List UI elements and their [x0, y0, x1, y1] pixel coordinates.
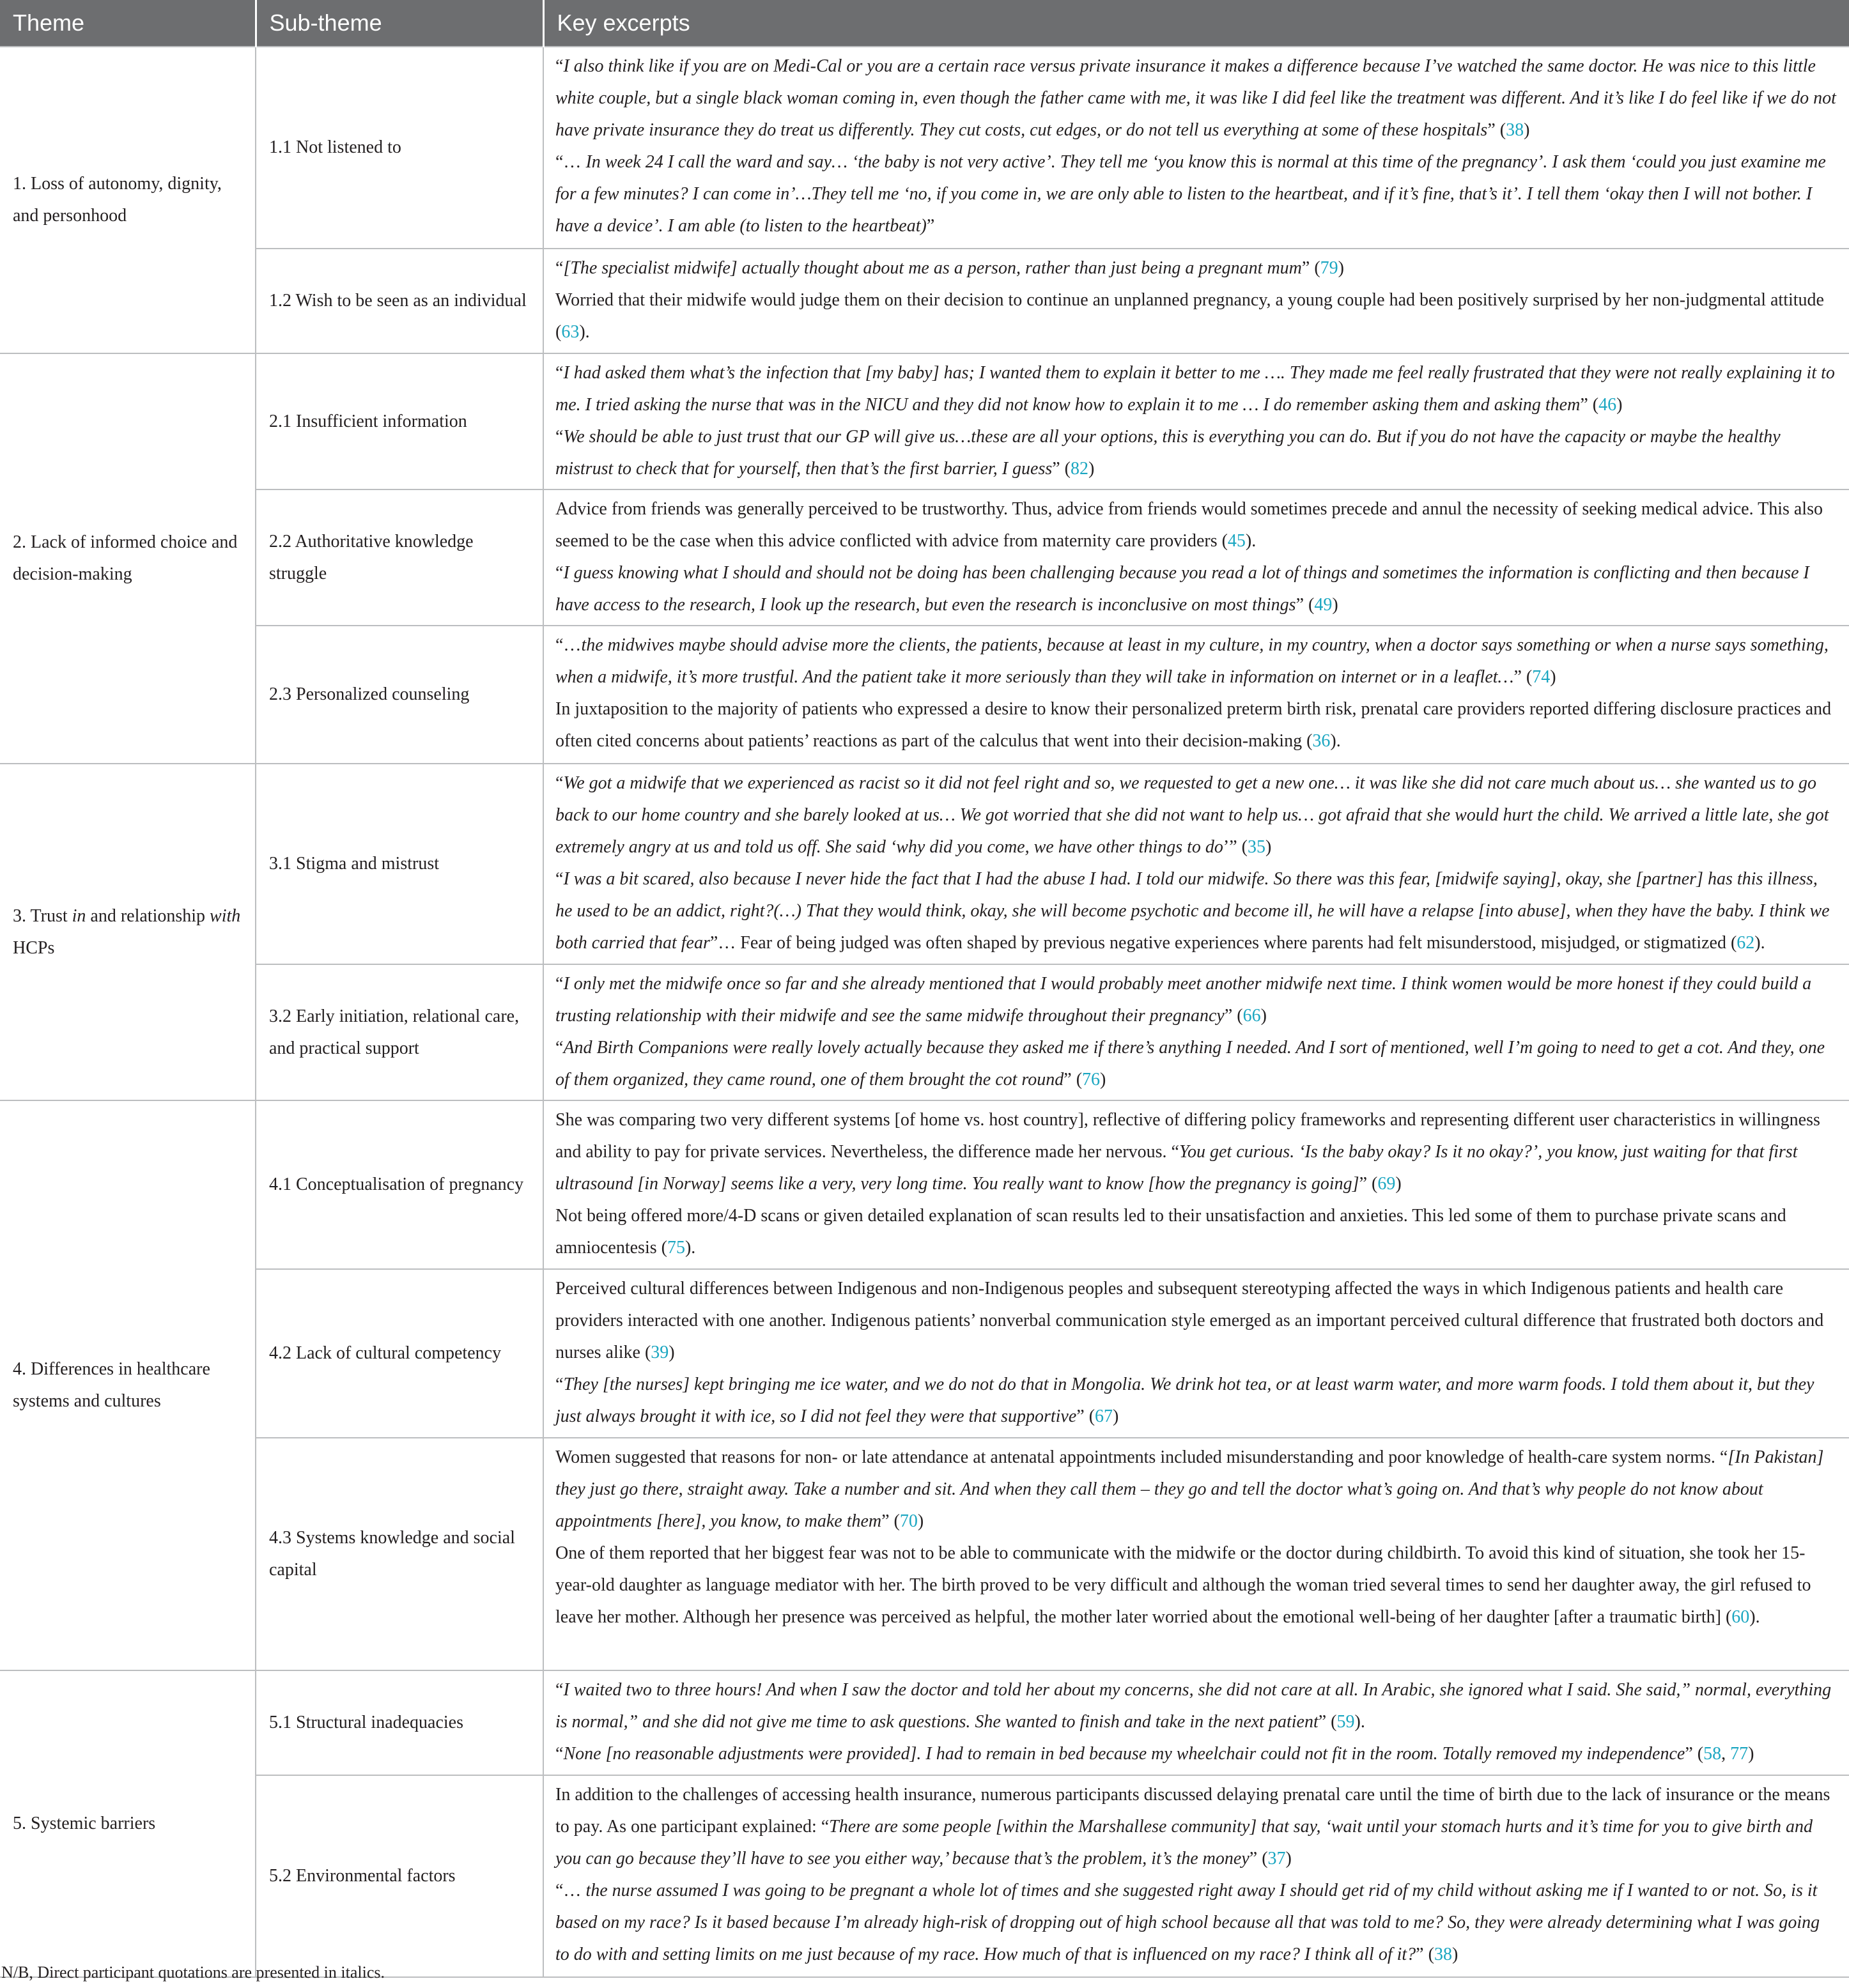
excerpt-text: ): [1100, 1070, 1106, 1090]
excerpt-text: ” (: [1076, 1406, 1095, 1426]
excerpt-paragraph: [555, 1674, 1836, 1738]
excerpt-paragraph: [555, 557, 1836, 621]
quotation-text: I was a bit scared, also because I never hide the fact that I had the abuse I had. I told our midwife. So there was this fear, [midwife saying], okay, she [partner] has this illness, he used to be an addict, right?(…) That they would think, okay, she will become psychotic and become ill, he will have a relapse [into abuse], when they have the baby. I think we both carried that fear: [555, 869, 1830, 953]
excerpt-text: “: [555, 773, 564, 793]
quotation-text: [The specialist midwife] actually thought about me as a person, rather than just being a pregnant mum: [563, 258, 1302, 278]
excerpt-text: Worried that their midwife would judge them on their decision to continue an unplanned pregnancy, a young couple had been positively surprised by her non-judgmental attitude (: [555, 290, 1824, 342]
excerpt-paragraph: [555, 1738, 1836, 1770]
excerpt-text: In juxtaposition to the majority of patients who expressed a desire to know their personalized preterm birth risk, prenatal care providers reported differing disclosure practices and often cited concerns about patients’ reactions as part of the calculus that went into their decision-making (: [555, 699, 1832, 751]
excerpt-text: ” (: [1685, 1744, 1704, 1764]
excerpt-text: “: [555, 258, 564, 278]
excerpt-text: ” (: [1052, 459, 1071, 479]
theme-cell: [0, 764, 256, 1100]
excerpt-text: ): [669, 1343, 675, 1362]
excerpt-text: ).: [1354, 1712, 1365, 1732]
quotation-text: in: [72, 905, 86, 926]
excerpt-text: ).: [1749, 1607, 1760, 1627]
excerpt-paragraph: [555, 1875, 1836, 1971]
subtheme-cell: 2.3 Personalized counseling: [256, 626, 543, 764]
excerpt-cell: [543, 626, 1849, 764]
quotation-text: I had asked them what’s the infection that [my baby] has; I wanted them to explain it better to me …. They made me feel really frustrated that they were not really explaining it to me. I tried asking the nurse that was in the NICU and they did not know how to explain it to me … I do remember asking them and asking them: [555, 363, 1835, 415]
header-theme: Theme: [0, 0, 256, 47]
table-row: [0, 47, 1849, 249]
excerpt-cell: [543, 1775, 1849, 1977]
excerpt-cell: [543, 47, 1849, 249]
excerpt-text: Women suggested that reasons for non- or late attendance at antenatal appointments included misunderstanding and poor knowledge of health-care system norms. “: [555, 1447, 1728, 1467]
excerpt-paragraph: [555, 1369, 1836, 1433]
header-key-excerpts: Key excerpts: [543, 0, 1849, 47]
excerpt-text: “…: [555, 152, 586, 172]
excerpt-paragraph: [555, 1537, 1836, 1633]
excerpt-text: She was comparing two very different systems [of home vs. host country], reflective of differing policy frameworks and representing different user characteristics in willingness and ability to pay for private services. Nevertheless, the difference made her nervous. “: [555, 1110, 1820, 1162]
citation-ref: 36: [1312, 731, 1331, 751]
citation-ref: 63: [561, 322, 580, 342]
quotation-text: There are some people [within the Marshallese community] that say, ‘wait until your stomach hurts and it’s time for you to give birth and you can go because they’ll have to see you either way,’ because that’s the problem, it’s the money: [555, 1817, 1813, 1869]
table-row: [0, 1775, 1849, 1977]
excerpt-text: ): [1113, 1406, 1119, 1426]
subtheme-cell: 2.1 Insufficient information: [256, 353, 543, 489]
citation-ref: 74: [1532, 667, 1551, 687]
citation-ref: 67: [1095, 1406, 1113, 1426]
citation-ref: 46: [1598, 395, 1617, 415]
table-row: [0, 1269, 1849, 1438]
table-row: [0, 1670, 1849, 1775]
citation-ref: 62: [1737, 933, 1755, 953]
citation-ref: 38: [1434, 1945, 1452, 1964]
subtheme-cell: 5.2 Environmental factors: [256, 1775, 543, 1977]
excerpt-cell: [543, 1269, 1849, 1438]
excerpt-text: ): [1395, 1174, 1402, 1194]
excerpt-text: ): [917, 1511, 924, 1531]
excerpt-paragraph: [555, 421, 1836, 485]
quotation-text: I waited two to three hours! And when I saw the doctor and told her about my concerns, she did not care at all. In Arabic, she ignored what I said. She said,” normal, everything is normal,” and she did not give me time to ask questions. She wanted to finish and take in the next patient: [555, 1680, 1832, 1732]
excerpt-text: ): [1748, 1744, 1754, 1764]
excerpt-cell: [543, 764, 1849, 964]
excerpt-paragraph: [555, 284, 1836, 348]
citation-ref: 69: [1377, 1174, 1396, 1194]
subtheme-cell: 4.2 Lack of cultural competency: [256, 1269, 543, 1438]
subtheme-cell: 3.2 Early initiation, relational care, and practical support: [256, 964, 543, 1100]
excerpt-paragraph: [555, 1200, 1836, 1264]
subtheme-cell: 4.3 Systems knowledge and social capital: [256, 1438, 543, 1670]
excerpt-text: ” (: [1359, 1174, 1378, 1194]
excerpt-paragraph: [555, 693, 1836, 757]
theme-cell: 5. Systemic barriers: [0, 1670, 256, 1977]
excerpt-text: ).: [685, 1238, 696, 1258]
quotation-text: You get curious. ‘Is the baby okay? Is it no okay?’, you know, just waiting for that first ultrasound [in Norway] seems like a very, very long time. You really want to know [how the pregnancy is going]: [555, 1142, 1798, 1194]
citation-ref: 66: [1242, 1006, 1261, 1026]
excerpt-text: ).: [579, 322, 590, 342]
excerpt-text: ): [1616, 395, 1623, 415]
excerpt-text: ” (: [1064, 1070, 1083, 1090]
excerpt-text: ’” (: [1223, 837, 1248, 857]
quotation-text: I only met the midwife once so far and she already mentioned that I would probably meet another midwife next time. I think women would be more honest if they could build a trusting relationship with their midwife and see the same midwife throughout their pregnancy: [555, 974, 1812, 1026]
excerpt-text: “: [555, 563, 564, 583]
excerpt-text: 3. Trust: [13, 905, 72, 926]
quotation-text: In week 24 I call the ward and say… ‘the baby is not very active’. They tell me ‘you know this is normal at this time of the pregnancy’. I ask them ‘could you just examine me for a few minutes? I can come in’…They tell me ‘no, if you come in, we are only able to listen to the heartbeat, and if it’s fine, that’s it’. I tell them ‘okay then I will not bother. I have a device’. I am able (to listen to the heartbeat): [555, 152, 1826, 236]
excerpt-text: ” (: [1301, 258, 1320, 278]
excerpt-text: “: [555, 1680, 564, 1700]
quotation-text: And Birth Companions were really lovely actually because they asked me if there’s anything I needed. And I sort of mentioned, well I’m going to need to get a cot. And they, one of them organized, they came round, one of them brought the cot round: [555, 1038, 1825, 1090]
excerpt-cell: [543, 964, 1849, 1100]
header-subtheme: Sub-theme: [256, 0, 543, 47]
excerpt-cell: [543, 249, 1849, 353]
excerpt-text: “…: [555, 1881, 586, 1900]
citation-ref: 59: [1336, 1712, 1355, 1732]
excerpt-text: “: [555, 1375, 564, 1394]
citation-ref: 70: [899, 1511, 918, 1531]
excerpt-text: ” (: [1249, 1849, 1268, 1869]
quotation-text: They [the nurses] kept bringing me ice water, and we do not do that in Mongolia. We drink hot tea, or at least warm water, and more warm foods. I told them about it, but they just always brought it with ice, so I did not feel they were that supportive: [555, 1375, 1814, 1426]
excerpt-text: ” (: [1513, 667, 1533, 687]
subtheme-cell: 3.1 Stigma and mistrust: [256, 764, 543, 964]
excerpt-paragraph: [555, 968, 1836, 1032]
citation-ref: 49: [1314, 595, 1333, 615]
excerpt-cell: [543, 353, 1849, 489]
excerpt-text: In addition to the challenges of accessing health insurance, numerous participants discussed delaying prenatal care until the time of birth due to the lack of insurance or the means to pay. As one participant explained: “: [555, 1785, 1830, 1837]
excerpt-text: ).: [1330, 731, 1341, 751]
excerpt-text: ): [1285, 1849, 1292, 1869]
citation-ref: 45: [1227, 531, 1246, 551]
excerpt-cell: [543, 1438, 1849, 1670]
excerpt-text: ).: [1245, 531, 1257, 551]
excerpt-paragraph: [555, 357, 1836, 421]
citation-ref: 82: [1071, 459, 1088, 479]
excerpt-text: Advice from friends was generally perceived to be trustworthy. Thus, advice from friends would sometimes precede and annul the necessity of seeking medical advice. This also seemed to be the case when this advice conflicted with advice from maternity care providers (: [555, 499, 1823, 551]
excerpt-text: ): [1332, 595, 1338, 615]
quotation-text: [In Pakistan] they just go there, straight away. Take a number and sit. And when they call them – they go and tell the doctor what’s going on. And that’s why people do not know about appointments [here], you know, to make them: [555, 1447, 1824, 1531]
excerpt-text: ): [1260, 1006, 1267, 1026]
excerpt-cell: [543, 1100, 1849, 1269]
citation-ref: 75: [667, 1238, 685, 1258]
table-footnote: N/B, Direct participant quotations are presented in italics.: [1, 1963, 385, 1982]
subtheme-cell: 4.1 Conceptualisation of pregnancy: [256, 1100, 543, 1269]
quotation-text: I guess knowing what I should and should not be doing has been challenging because you read a lot of things and sometimes the information is conflicting and then because I have access to the research, I look up the research, but even the research is inconclusive on most things: [555, 563, 1809, 615]
table-row: [0, 626, 1849, 764]
quotation-text: We got a midwife that we experienced as racist so it did not feel right and so, we requested to get a new one… it was like she did not care much about us… she wanted us to go back to our home country and she barely looked at us… We got worried that she did not want to help us… got afraid that she would hurt the child. We arrived a little late, she got extremely angry at us and told us off. She said ‘why did you come, we have other things to do: [555, 773, 1829, 857]
theme-cell: 2. Lack of informed choice and decision-making: [0, 353, 256, 764]
excerpt-paragraph: [555, 629, 1836, 693]
excerpt-paragraph: [555, 767, 1836, 863]
excerpt-text: ” (: [1416, 1945, 1434, 1964]
citation-ref: 60: [1731, 1607, 1750, 1627]
table-row: [0, 1438, 1849, 1670]
excerpt-text: HCPs: [13, 937, 55, 958]
quotation-text: I also think like if you are on Medi-Cal or you are a certain race versus private insurance it makes a difference because I’ve watched the same doctor. He was nice to this little white couple, but a single black woman coming in, even though the father came with me, it was like I did feel like the treatment was different. And it’s like I do feel like if we do not have private insurance they do treat us differently. They cut costs, cut edges, or do not tell us everything at some of these hospitals: [555, 56, 1836, 140]
citation-ref: 38: [1506, 120, 1524, 140]
citation-ref: 35: [1247, 837, 1265, 857]
excerpt-text: ): [1088, 459, 1095, 479]
excerpt-text: One of them reported that her biggest fear was not to be able to communicate with the midwife or the doctor during childbirth. To avoid this kind of situation, she took her 15-year-old daughter as language mediator with her. The birth proved to be very difficult and although the woman tried several times to send her daughter away, the girl refused to leave her mother. Although her presence was perceived as helpful, the mother later worried about the emotional well-being of her daughter [after a traumatic birth] (: [555, 1543, 1811, 1627]
excerpt-text: ): [1451, 1945, 1458, 1964]
citation-ref: 37: [1267, 1849, 1286, 1869]
table-row: [0, 964, 1849, 1100]
header-row: [0, 0, 1849, 47]
quotation-text: We should be able to just trust that our GP will give us…these are all your options, this is everything you can do. But if you do not have the capacity or maybe the healthy mistrust to check that for yourself, then that’s the first barrier, I guess: [555, 427, 1781, 479]
table-row: [0, 1100, 1849, 1269]
table-row: [0, 489, 1849, 626]
citation-ref: 58: [1703, 1744, 1722, 1764]
excerpt-paragraph: [555, 1779, 1836, 1875]
excerpt-text: ” (: [1224, 1006, 1243, 1026]
subtheme-cell: 1.1 Not listened to: [256, 47, 543, 249]
subtheme-cell: 5.1 Structural inadequacies: [256, 1670, 543, 1775]
excerpt-text: ): [1524, 120, 1530, 140]
excerpt-text: ” (: [1580, 395, 1599, 415]
excerpt-text: ” (: [881, 1511, 900, 1531]
excerpt-text: Perceived cultural differences between Indigenous and non-Indigenous peoples and subsequent stereotyping affected the ways in which Indigenous patients and health care providers interacted with one another. Indigenous patients’ nonverbal communication style emerged as an important perceived cultural difference that frustrated both doctors and nurses alike (: [555, 1279, 1824, 1362]
excerpt-text: ”… Fear of being judged was often shaped by previous negative experiences where parents had felt misunderstood, misjudged, or stigmatized (: [709, 933, 1737, 953]
excerpt-text: ” (: [1296, 595, 1315, 615]
excerpt-paragraph: [555, 1104, 1836, 1200]
excerpt-text: “: [555, 363, 564, 383]
citation-ref: 39: [651, 1343, 669, 1362]
excerpt-text: ”: [926, 216, 935, 236]
excerpt-text: ,: [1721, 1744, 1731, 1764]
subtheme-cell: 2.2 Authoritative knowledge struggle: [256, 489, 543, 626]
excerpt-text: ).: [1754, 933, 1765, 953]
excerpt-paragraph: [555, 1442, 1836, 1537]
citation-ref: 77: [1730, 1744, 1749, 1764]
quotation-text: None [no reasonable adjustments were provided]. I had to remain in bed because my wheelchair could not fit in the room. Totally removed my independence: [563, 1744, 1685, 1764]
excerpt-text: ” (: [1318, 1712, 1337, 1732]
excerpt-cell: [543, 1670, 1849, 1775]
citation-ref: 76: [1082, 1070, 1101, 1090]
excerpt-text: “: [555, 427, 564, 447]
table-row: [0, 249, 1849, 353]
excerpt-text: ): [1338, 258, 1344, 278]
excerpt-text: “…: [555, 635, 582, 655]
excerpt-text: ): [1265, 837, 1272, 857]
excerpt-text: “: [555, 974, 564, 994]
table-row: [0, 353, 1849, 489]
excerpt-paragraph: [555, 863, 1836, 959]
theme-cell: 4. Differences in healthcare systems and cultures: [0, 1100, 256, 1670]
excerpt-text: ): [1550, 667, 1556, 687]
excerpt-text: “: [555, 869, 564, 889]
excerpt-paragraph: [555, 50, 1836, 146]
excerpt-text: ” (: [1487, 120, 1506, 140]
subtheme-cell: 1.2 Wish to be seen as an individual: [256, 249, 543, 353]
quotation-text: the midwives maybe should advise more the clients, the patients, because at least in my culture, in my country, when a doctor says something or when a nurse says something, when a midwife, it’s more trustful. And the patient take it more seriously than they will take in information on internet or in a leaflet…: [555, 635, 1829, 687]
quotation-text: with: [210, 905, 241, 926]
excerpt-text: “: [555, 56, 564, 76]
excerpt-paragraph: [555, 1032, 1836, 1096]
excerpt-paragraph: [555, 146, 1836, 242]
quotation-text: the nurse assumed I was going to be pregnant a whole lot of times and she suggested right away I should get rid of my child without asking me if I wanted to or not. So, is it based on my race? Is it based because I’m already high-risk of dropping out of high school because all that was told to me? So, they were already determining what I was going to do with and setting limits on me just because of my race. How much of that is influenced on my race? I think all of it?: [555, 1881, 1820, 1964]
excerpt-text: “: [555, 1744, 564, 1764]
excerpt-paragraph: [555, 1273, 1836, 1369]
excerpt-text: and relationship: [86, 905, 210, 926]
citation-ref: 79: [1320, 258, 1338, 278]
excerpt-cell: [543, 489, 1849, 626]
table-row: [0, 764, 1849, 964]
theme-cell: 1. Loss of autonomy, dignity, and personhood: [0, 47, 256, 353]
excerpt-paragraph: [555, 252, 1836, 284]
excerpt-paragraph: [555, 493, 1836, 557]
excerpt-text: “: [555, 1038, 564, 1058]
excerpt-text: Not being offered more/4-D scans or given detailed explanation of scan results led to their unsatisfaction and anxieties. This led some of them to purchase private scans and amniocentesis (: [555, 1206, 1786, 1258]
